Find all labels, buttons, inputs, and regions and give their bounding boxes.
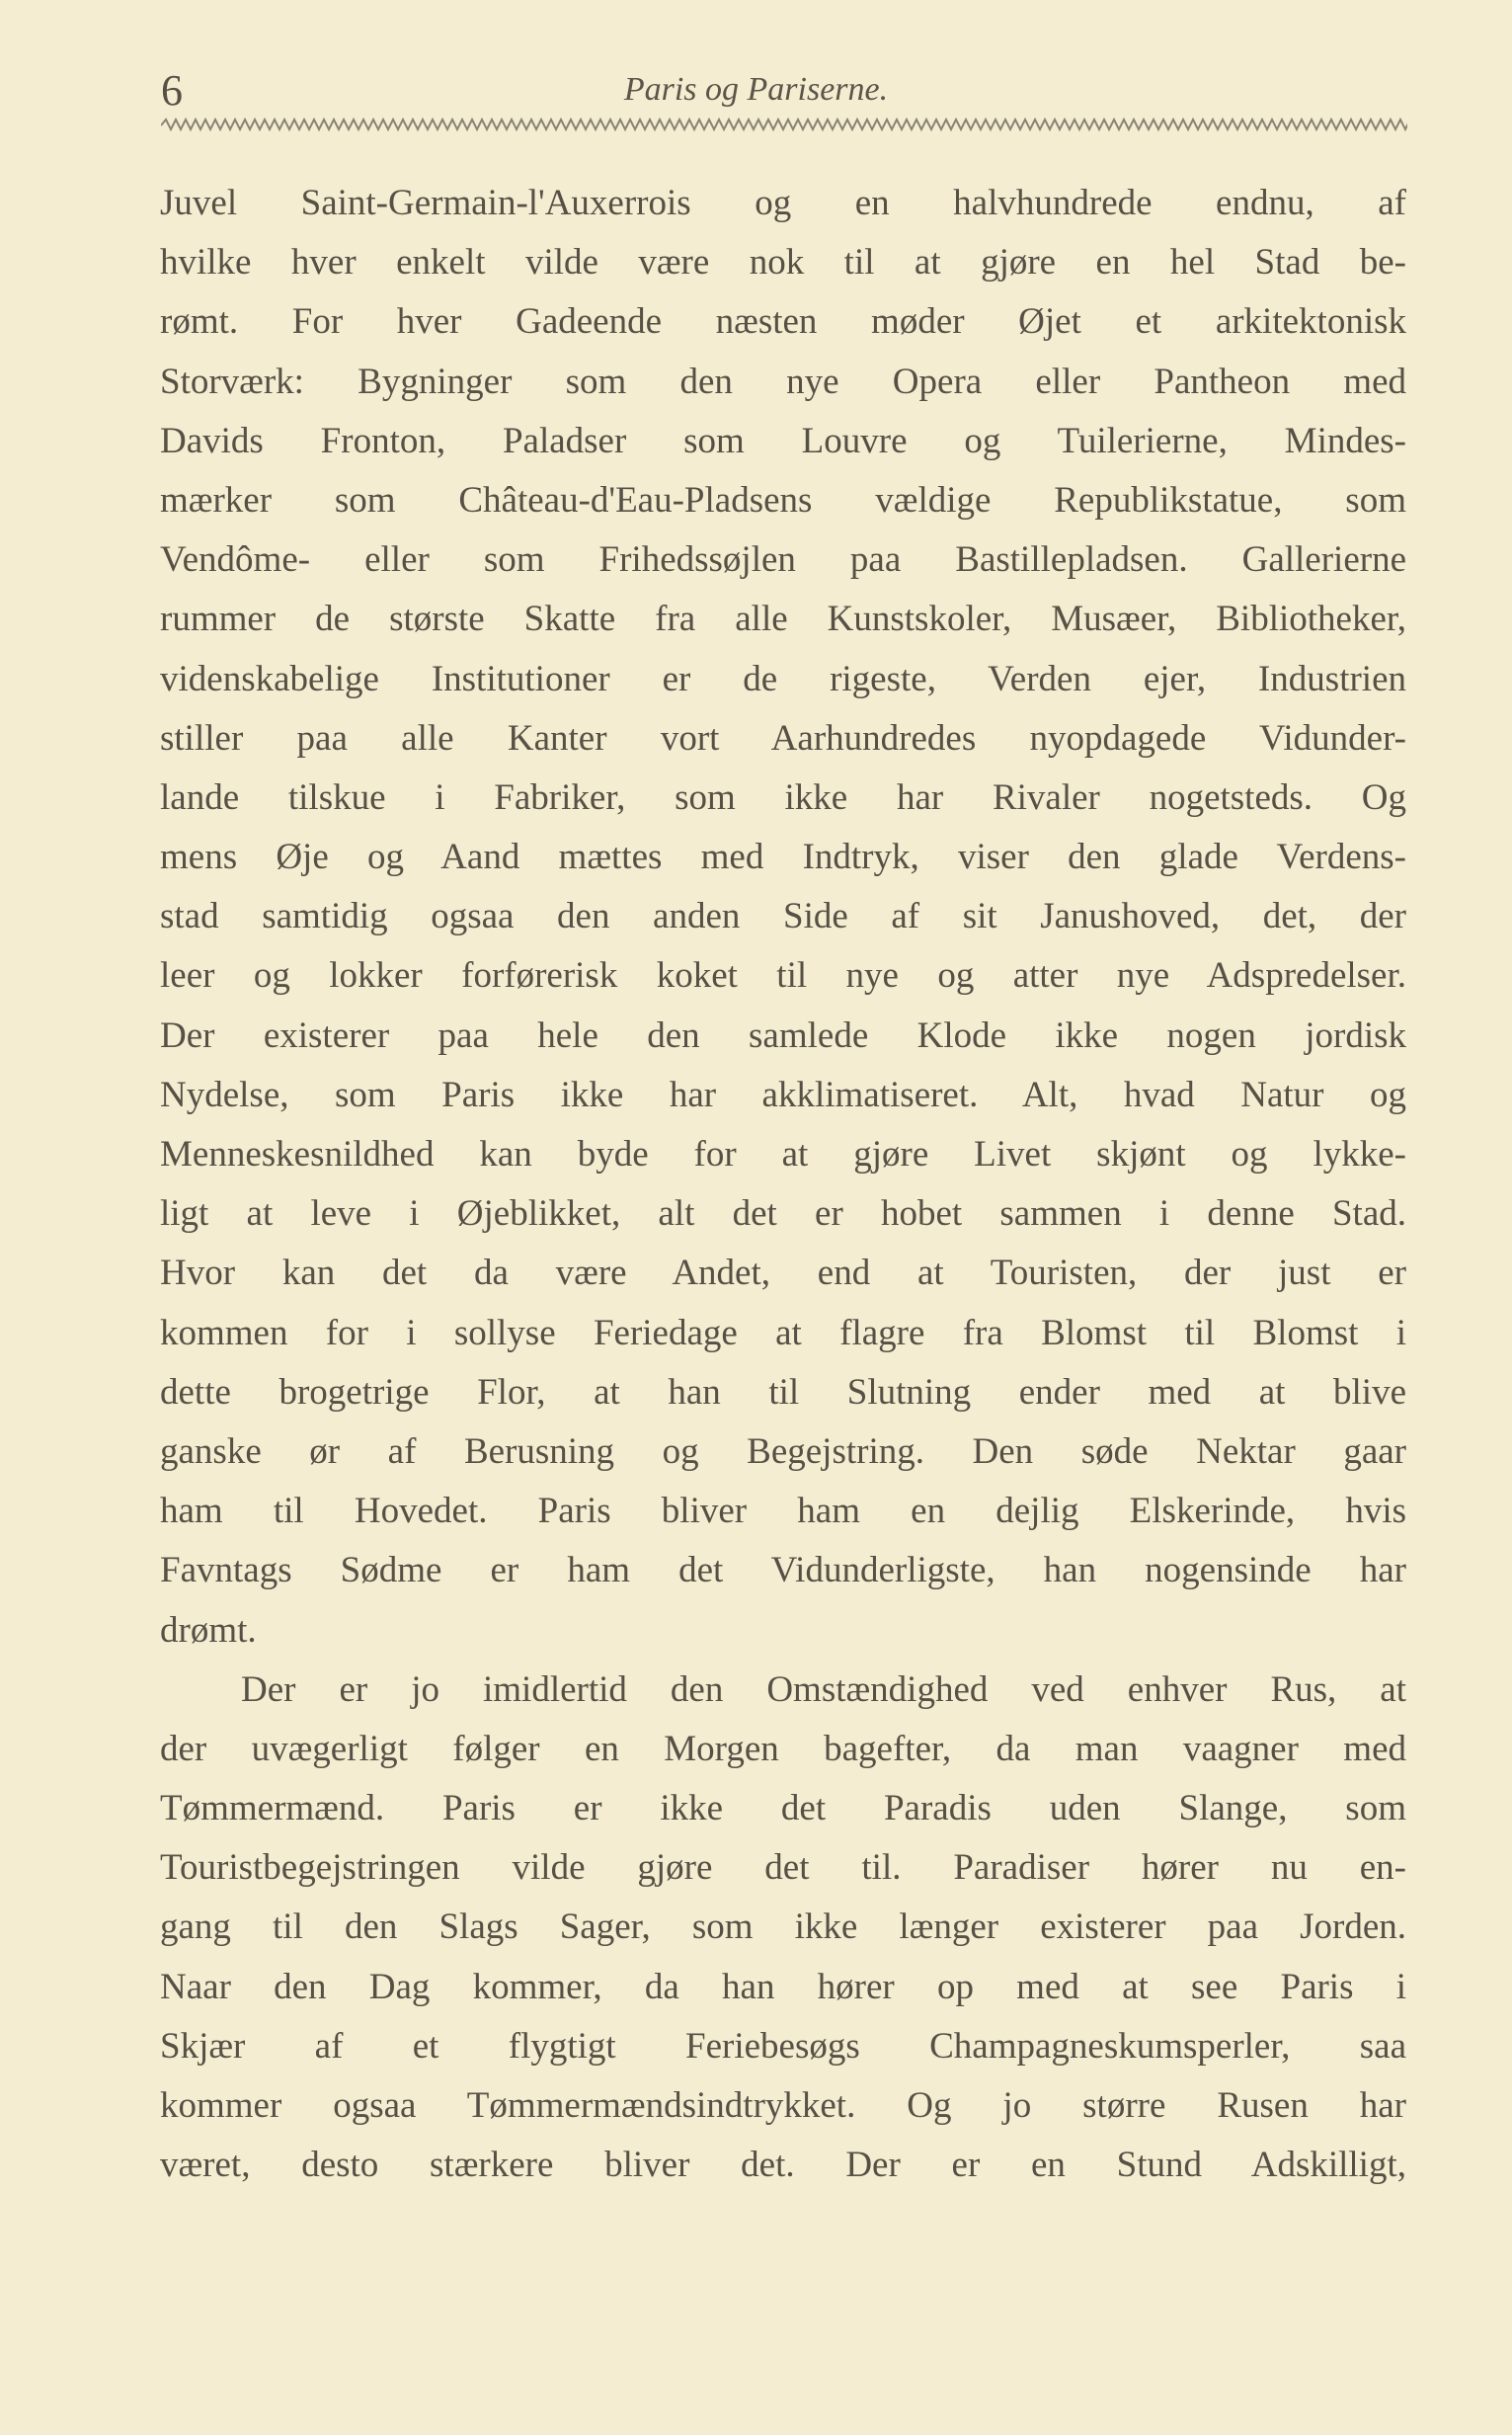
text-line: der uvægerligt følger en Morgen bagefter, da man vaagner med — [160, 1728, 1406, 1769]
text-line: Touristbegejstringen vilde gjøre det til. Paradiser hører nu en- — [160, 1847, 1406, 1889]
text-line: mærker som Château-d'Eau-Pladsens vældige Republikstatue, som — [160, 479, 1406, 521]
text-line: Favntags Sødme er ham det Vidunderligste, han nogensinde har — [160, 1550, 1406, 1591]
text-line: Naar den Dag kommer, da han hører op med at see Paris i — [160, 1966, 1406, 2007]
text-line: leer og lokker forførerisk koket til nye og atter nye Adspredelser. — [160, 955, 1406, 997]
text-line: Skjær af et flygtigt Feriebesøgs Champagneskumsperler, saa — [160, 2025, 1406, 2067]
text-line: ganske ør af Berusning og Begejstring. Den søde Nektar gaar — [160, 1430, 1406, 1472]
text-line: kommen for i sollyse Feriedage at flagre fra Blomst til Blomst i — [160, 1312, 1406, 1353]
page-number: 6 — [161, 66, 183, 115]
text-line: Hvor kan det da være Andet, end at Touristen, der just er — [160, 1253, 1406, 1294]
text-line: Menneskesnildhed kan byde for at gjøre Livet skjønt og lykke- — [160, 1134, 1406, 1175]
text-line: ligt at leve i Øjeblikket, alt det er hobet sammen i denne Stad. — [160, 1193, 1406, 1235]
text-line: stad samtidig ogsaa den anden Side af sit Janushoved, det, der — [160, 896, 1406, 937]
text-line: drømt. — [160, 1609, 257, 1651]
text-line: dette brogetrige Flor, at han til Slutning ender med at blive — [160, 1371, 1406, 1413]
text-line: Der er jo imidlertid den Omstændighed ved enhver Rus, at — [241, 1668, 1406, 1710]
text-line: ham til Hovedet. Paris bliver ham en dejlig Elskerinde, hvis — [160, 1491, 1406, 1532]
text-line: rummer de største Skatte fra alle Kunstskoler, Musæer, Bibliotheker, — [160, 599, 1406, 640]
body-text — [160, 174, 1406, 2195]
text-line: Davids Fronton, Paladser som Louvre og Tuilerierne, Mindes- — [160, 420, 1406, 461]
text-line: Vendôme- eller som Frihedssøjlen paa Bastillepladsen. Gallerierne — [160, 539, 1406, 581]
text-line: Nydelse, som Paris ikke har akklimatiseret. Alt, hvad Natur og — [160, 1074, 1406, 1115]
text-line: rømt. For hver Gadeende næsten møder Øjet et arkitektonisk — [160, 301, 1406, 343]
text-line: været, desto stærkere bliver det. Der er en Stund Adskilligt, — [160, 2145, 1406, 2186]
text-line: stiller paa alle Kanter vort Aarhundredes nyopdagede Vidunder- — [160, 717, 1406, 759]
text-line: Juvel Saint-Germain-l'Auxerrois og en halvhundrede endnu, af — [160, 183, 1406, 223]
wavy-rule-ornament — [161, 117, 1407, 134]
text-line: videnskabelige Institutioner er de rigeste, Verden ejer, Industrien — [160, 658, 1406, 699]
text-line: kommer ogsaa Tømmermændsindtrykket. Og jo større Rusen har — [160, 2085, 1406, 2126]
text-line: Tømmermænd. Paris er ikke det Paradis uden Slange, som — [160, 1788, 1406, 1829]
text-line: hvilke hver enkelt vilde være nok til at gjøre en hel Stad be- — [160, 242, 1406, 284]
text-line: gang til den Slags Sager, som ikke længer existerer paa Jorden. — [160, 1907, 1406, 1948]
text-line: lande tilskue i Fabriker, som ikke har Rivaler nogetsteds. Og — [160, 776, 1406, 818]
text-line: Der existerer paa hele den samlede Klode ikke nogen jordisk — [160, 1015, 1406, 1056]
text-line: mens Øje og Aand mættes med Indtryk, viser den glade Verdens- — [160, 837, 1406, 878]
text-line: Storværk: Bygninger som den nye Opera eller Pantheon med — [160, 361, 1406, 402]
running-head: Paris og Pariserne. — [623, 71, 889, 108]
